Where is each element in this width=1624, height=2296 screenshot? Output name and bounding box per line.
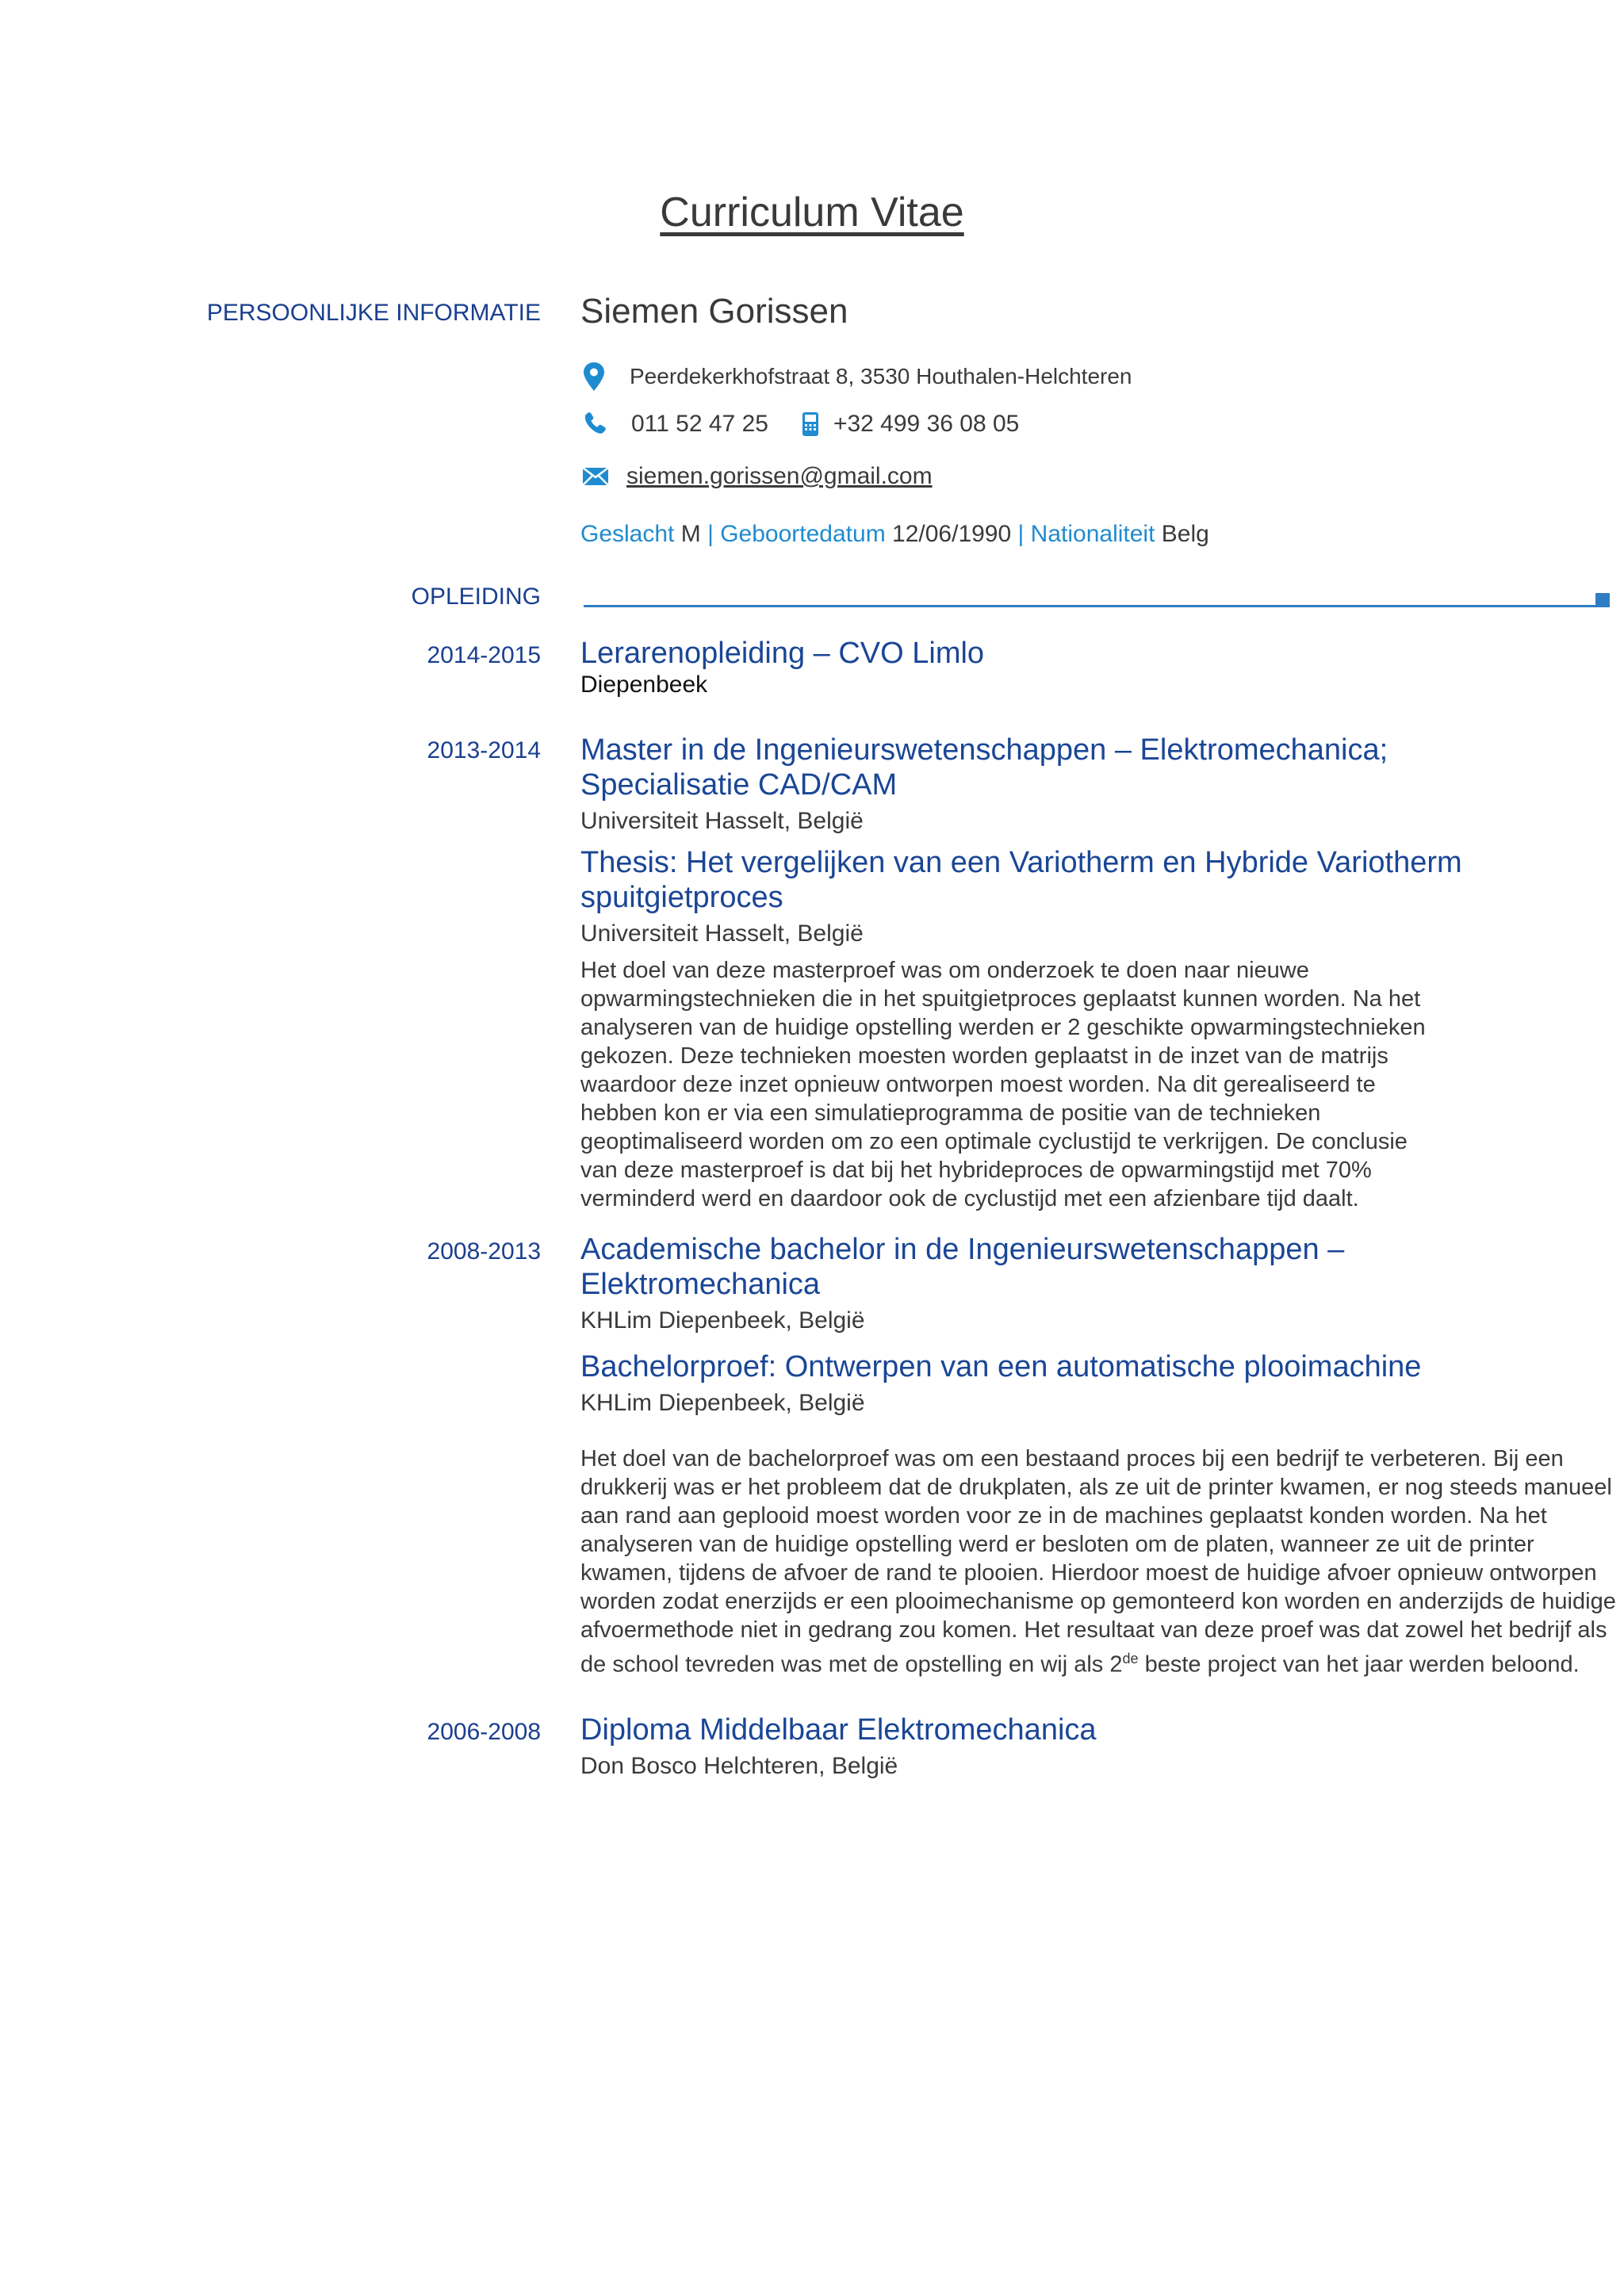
entry-title-line: Specialisatie CAD/CAM [580, 768, 898, 802]
address-row [582, 362, 1132, 392]
description-text: beste project van het jaar werden beloond. [1138, 1651, 1580, 1678]
separator: | [707, 521, 714, 547]
mobile-phone-icon [802, 411, 819, 437]
education-entry [580, 636, 984, 699]
entry-years: 2014-2015 [427, 642, 541, 668]
description-line: verminderd werd en daardoor ook de cyclustijd met een afzienbare tijd daalt. [580, 1186, 1359, 1211]
description-line: waardoor deze inzet opnieuw ontworpen moest worden. Na dit gerealiseerd te [580, 1072, 1376, 1097]
description-line: afvoermethode niet in gedrang zou komen. Het resultaat van deze proef was dat zowel het bedrijf als [580, 1617, 1607, 1643]
description-line: geoptimaliseerd worden om zo een optimale cyclustijd te verkrijgen. De conclusie [580, 1129, 1408, 1154]
entry-place: Diepenbeek [580, 672, 708, 698]
entry-title-line: Elektromechanica [580, 1268, 821, 1301]
separator: | [1017, 521, 1025, 547]
thesis-place: KHLim Diepenbeek, België [580, 1390, 865, 1416]
entry-years: 2013-2014 [427, 737, 541, 763]
phone-row [582, 411, 1019, 438]
birthdate-value: 12/06/1990 [892, 521, 1012, 547]
description-line: kwamen, tijdens de afvoer de rand te plooien. Hierdoor moest de huidige afvoer opnieuw ontworpen [580, 1560, 1597, 1586]
section-label-education: OPLEIDING [411, 584, 541, 610]
birthdate-label: Geboortedatum [720, 521, 886, 547]
entry-title: Lerarenopleiding – CVO Limlo [580, 637, 985, 670]
thesis-description [580, 956, 1462, 1213]
description-line [580, 1644, 1616, 1679]
entry-title-line: Master in de Ingenieurswetenschappen – Elektromechanica; [580, 733, 1388, 767]
description-line: analyseren van de huidige opstelling werd er besloten om de platen, wanneer ze uit de printer [580, 1532, 1534, 1557]
envelope-icon [582, 467, 609, 486]
entry-place: Don Bosco Helchteren, België [580, 1753, 898, 1779]
entry-place: KHLim Diepenbeek, België [580, 1307, 865, 1334]
thesis-title: Bachelorproef: Ontwerpen van een automatische plooimachine [580, 1350, 1422, 1383]
description-line: van deze masterproef is dat bij het hybrideproces de opwarmingstijd met 70% [580, 1158, 1372, 1183]
description-line: analyseren van de huidige opstelling werden er 2 geschikte opwarmingstechnieken [580, 1015, 1426, 1040]
email-link[interactable]: siemen.gorissen@gmail.com [626, 463, 933, 489]
entry-years: 2008-2013 [427, 1238, 541, 1265]
description-line: aan rand aan geplooid moest worden voor ze in de machines geplaatst konden worden. Na het [580, 1503, 1547, 1529]
thesis-description [580, 1445, 1616, 1679]
entry-place: Universiteit Hasselt, België [580, 808, 864, 834]
education-entry [580, 1232, 1616, 1679]
thesis-title-line: Thesis: Het vergelijken van een Variotherm en Hybride Variotherm [580, 846, 1462, 879]
description-line: drukkerij was er het probleem dat de drukplaten, als ze uit de printer kwamen, er nog steeds manueel [580, 1475, 1612, 1500]
phone-icon [582, 411, 607, 437]
location-pin-icon [582, 362, 606, 392]
nationality-value: Belg [1161, 521, 1209, 547]
gender-value: M [680, 521, 701, 547]
phone-number[interactable]: 011 52 47 25 [631, 411, 768, 437]
personal-details-line [580, 521, 1209, 548]
document-title: Curriculum Vitae [660, 189, 964, 235]
address-text: Peerdekerkhofstraat 8, 3530 Houthalen-Helchteren [630, 364, 1132, 388]
section-label-personal: PERSOONLIJKE INFORMATIE [206, 300, 541, 326]
section-divider-marker [1595, 593, 1610, 607]
entry-title: Diploma Middelbaar Elektromechanica [580, 1713, 1097, 1747]
description-line: worden zodat enerzijds er een plooimechanisme op gemonteerd kon worden en anderzijds de huidige [580, 1589, 1616, 1614]
description-line: gekozen. Deze technieken moesten worden geplaatst in de inzet van de matrijs [580, 1043, 1388, 1069]
ordinal-suffix: de [1122, 1651, 1139, 1667]
email-row [582, 463, 933, 490]
description-line: opwarmingstechnieken die in het spuitgietproces geplaatst kunnen worden. Na het [580, 986, 1421, 1012]
section-divider [584, 605, 1595, 607]
description-line: hebben kon er via een simulatieprogramma de positie van de technieken [580, 1100, 1321, 1126]
entry-years: 2006-2008 [427, 1719, 541, 1745]
description-line: Het doel van de bachelorproef was om een bestaand proces bij een bedrijf te verbeteren. Bij een [580, 1446, 1564, 1471]
entry-title-line: Academische bachelor in de Ingenieurswetenschappen – [580, 1233, 1345, 1266]
education-entry [580, 1712, 1097, 1781]
nationality-label: Nationaliteit [1030, 521, 1155, 547]
description-text: de school tevreden was met de opstelling en wij als 2 [580, 1651, 1123, 1678]
thesis-place: Universiteit Hasselt, België [580, 920, 864, 947]
person-name: Siemen Gorissen [580, 292, 848, 331]
thesis-title-line: spuitgietproces [580, 881, 783, 914]
mobile-number[interactable]: +32 499 36 08 05 [833, 411, 1020, 437]
description-line: Het doel van deze masterproef was om onderzoek te doen naar nieuwe [580, 958, 1309, 983]
gender-label: Geslacht [580, 521, 675, 547]
education-entry [580, 733, 1462, 1213]
